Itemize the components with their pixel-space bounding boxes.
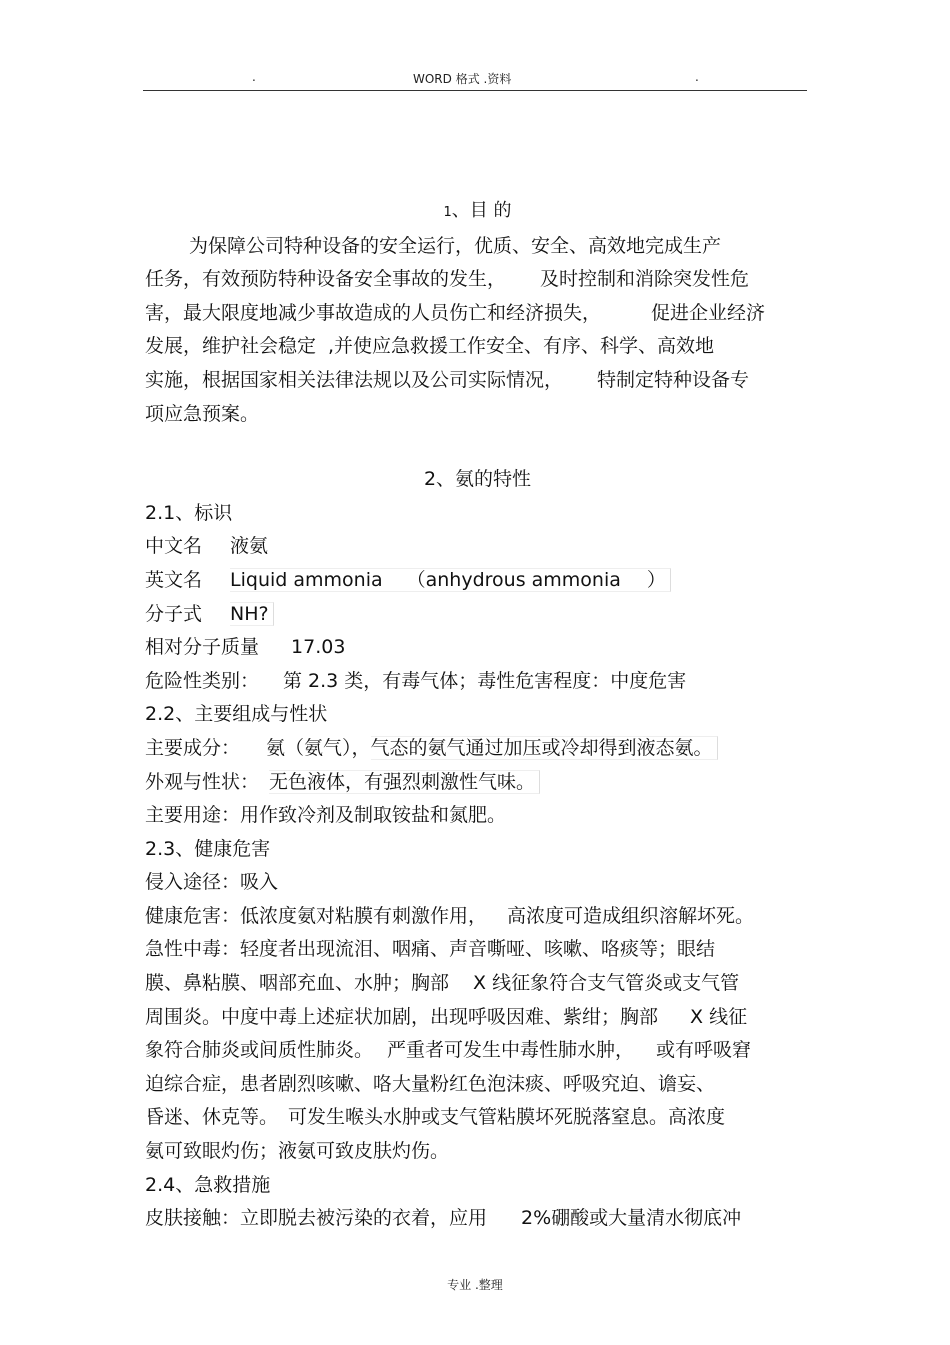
acute-line: 象符合肺炎或间质性肺炎。 严重者可发生中毒性肺水肿， 或有呼吸窘 [145, 1039, 752, 1062]
acute-line: 迫综合症，患者剧烈咳嗽、咯大量粉红色泡沫痰、呼吸究迫、谵妄、 [145, 1072, 716, 1095]
header-title: WORD 格式 .资料 [413, 72, 512, 86]
molecular-mass-row: 相对分子质量 17.03 [145, 636, 346, 659]
section1-para-line: 发展，维护社会稳定 ,并使应急救援工作安全、有序、科学、高效地 [145, 335, 715, 358]
composition-row: 主要成分： 氨（氨气），气态的氨气通过加压或冷却得到液态氨。 [145, 732, 810, 766]
acute-line: 急性中毒：轻度者出现流泪、咽痛、声音嘶哑、咳嗽、咯痰等；眼结 [145, 938, 716, 961]
subsection-heading: 2.1、标识 [145, 501, 233, 524]
acute-line: 氨可致眼灼伤；液氨可致皮肤灼伤。 [145, 1140, 450, 1163]
section1-para-line: 项应急预案。 [145, 402, 260, 425]
document-body [145, 194, 810, 1236]
footer-text: 专业 .整理 [447, 1278, 503, 1292]
header-divider [143, 90, 807, 91]
acute-line: 膜、鼻粘膜、咽部充血、水肿；胸部 X 线征象符合支气管炎或支气管 [145, 972, 740, 995]
route-row: 侵入途径：吸入 [145, 871, 279, 894]
section1-para-line: 为保障公司特种设备的安全运行，优质、安全、高效地完成生产 [189, 234, 722, 257]
section1-title: 、目 的 [451, 200, 512, 221]
skin-contact-row: 皮肤接触：立即脱去被污染的衣着，应用 2%硼酸或大量清水彻底冲 [145, 1207, 742, 1230]
health-hazard-row: 健康危害：低浓度氨对粘膜有刺激作用， 高浓度可造成组织溶解坏死。 [145, 904, 755, 927]
acute-line: 昏迷、休克等。 可发生喉头水肿或支气管粘膜坏死脱落窒息。高浓度 [145, 1106, 726, 1129]
english-name-row: 英文名 Liquid ammonia （anhydrous ammonia ） [145, 564, 810, 598]
subsection-heading: 2.4、急救措施 [145, 1173, 271, 1196]
hazard-class-row: 危险性类别： 第 2.3 类，有毒气体；毒性危害程度：中度危害 [145, 669, 687, 692]
subsection-heading: 2.3、健康危害 [145, 837, 271, 860]
acute-line: 周围炎。中度中毒上述症状加剧，出现呼吸因难、紫绀；胸部 X 线征 [145, 1005, 748, 1028]
header-right-dot: . [695, 70, 699, 84]
section1-para-line: 害，最大限度地减少事故造成的人员伤亡和经济损失， 促进企业经济 [145, 301, 766, 324]
section1-para-line: 实施，根据国家相关法律法规以及公司实际情况， 特制定特种设备专 [145, 368, 750, 391]
usage-row: 主要用途：用作致冷剂及制取铵盐和氮肥。 [145, 804, 507, 827]
section1-para-line: 任务，有效预防特种设备安全事故的发生， 及时控制和消除突发性危 [145, 268, 750, 291]
header-left-dot: . [252, 70, 256, 84]
formula-row: 分子式 NH? [145, 598, 810, 632]
section2-heading: 2、氨的特性 [423, 468, 532, 491]
appearance-row: 外观与性状： 无色液体，有强烈刺激性气味。 [145, 766, 810, 800]
section1-number: 1 [443, 205, 452, 220]
chinese-name-row: 中文名 液氨 [145, 535, 269, 558]
subsection-heading: 2.2、主要组成与性状 [145, 703, 328, 726]
section1-heading [145, 194, 810, 230]
